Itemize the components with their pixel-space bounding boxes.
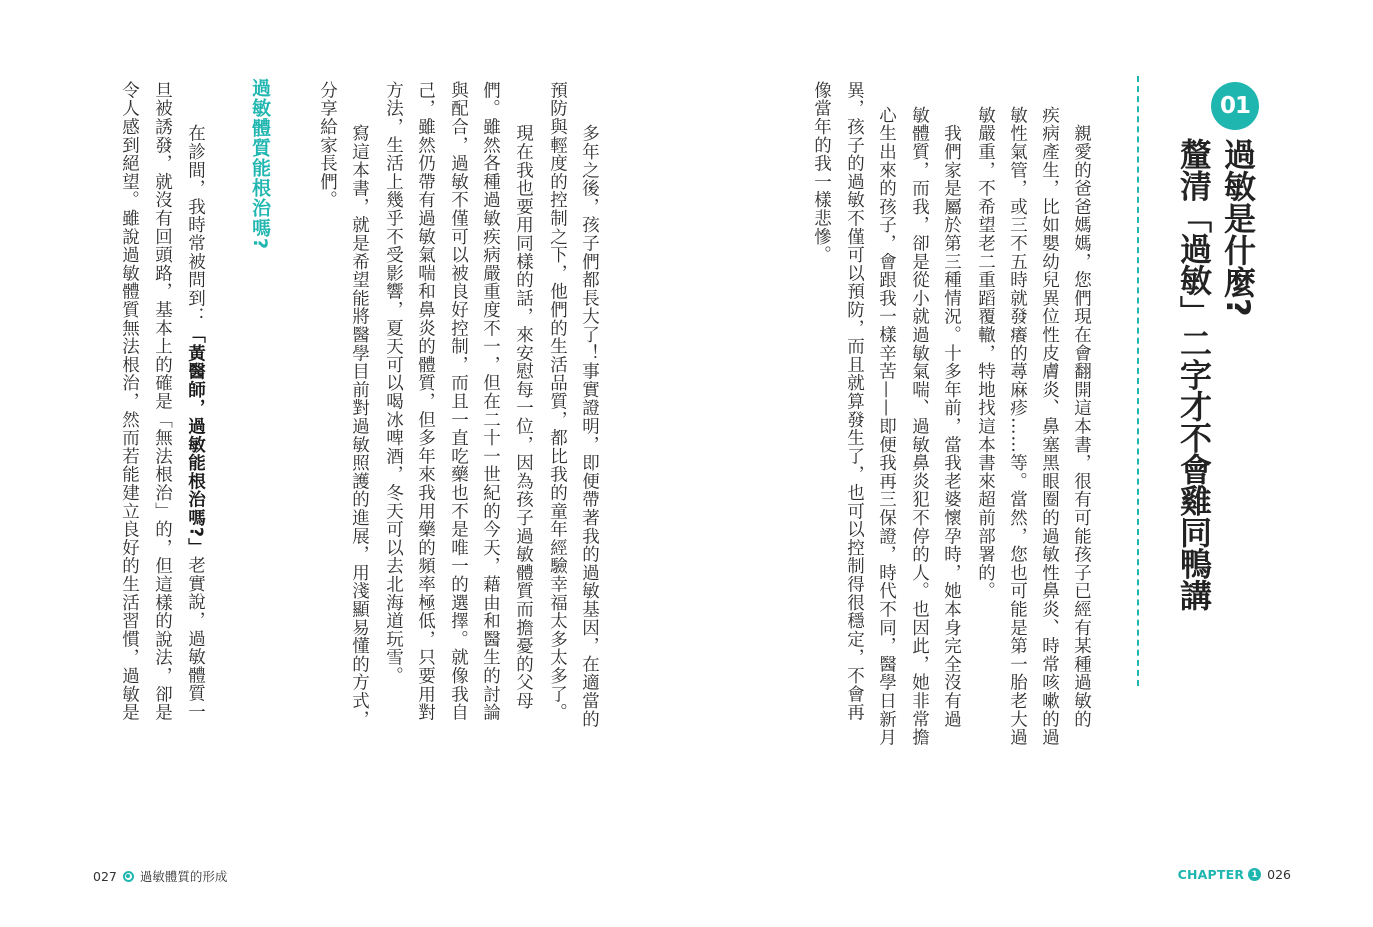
chapter-number-badge: 01 bbox=[1211, 82, 1259, 130]
body-text-column: 寫這本書，就是希望能將醫學目前對過敏照護的進展，用淺顯易懂的方式， bbox=[349, 106, 370, 729]
left-page-footer bbox=[93, 867, 227, 885]
right-page-footer bbox=[1178, 867, 1291, 882]
body-text-column: 們。雖然各種過敏疾病嚴重度不一，但在二十一世紀的今天，藉由和醫生的討論 bbox=[480, 81, 501, 722]
body-text-column: 敏嚴重，不希望老二重蹈覆轍，特地找這本書來超前部署的。 bbox=[975, 106, 996, 601]
chapter-label: CHAPTER bbox=[1177, 867, 1245, 882]
body-text-column: 旦被誘發，就沒有回頭路，基本上的確是「無法根治」的，但這樣的說法，卻是 bbox=[152, 81, 173, 722]
page-number: 026 bbox=[1267, 867, 1291, 882]
body-text-column: 像當年的我一樣悲慘。 bbox=[811, 81, 832, 264]
body-text-column: 敏體質，而我，卻是從小就過敏氣喘、過敏鼻炎犯不停的人。也因此，她非常擔 bbox=[909, 106, 930, 747]
highlighted-quote: 「黃醫師，過敏能根治嗎?」 bbox=[185, 325, 206, 557]
body-text-column bbox=[186, 106, 204, 721]
body-text-segment: 老實說，過敏體質一 bbox=[185, 556, 206, 721]
body-text-segment: 在診間，我時常被問到： bbox=[185, 106, 206, 326]
running-section-title: 過敏體質的形成 bbox=[139, 869, 228, 884]
body-text-column: 己，雖然仍帶有過敏氣喘和鼻炎的體質，但多年來我用藥的頻率極低，只要用對 bbox=[415, 81, 436, 722]
dashed-divider bbox=[1137, 76, 1139, 686]
section-heading: 過敏體質能根治嗎? bbox=[249, 78, 271, 251]
body-text-column: 與配合，過敏不僅可以被良好控制，而且一直吃藥也不是唯一的選擇。就像我自 bbox=[448, 81, 469, 722]
page-number: 027 bbox=[93, 868, 117, 884]
body-text-column: 多年之後，孩子們都長大了！事實證明，即便帶著我的過敏基因，在適當的 bbox=[579, 106, 600, 729]
body-text-column: 親愛的爸爸媽媽，您們現在會翻開這本書，很有可能孩子已經有某種過敏的 bbox=[1071, 106, 1092, 729]
body-text-column: 分享給家長們。 bbox=[317, 81, 338, 210]
bullet-circle-icon bbox=[123, 871, 134, 882]
body-text-column: 現在我也要用同樣的話，來安慰每一位，因為孩子過敏體質而擔憂的父母 bbox=[513, 106, 534, 710]
body-text-column: 我們家是屬於第三種情況。十多年前，當我老婆懷孕時，她本身完全沒有過 bbox=[941, 106, 962, 729]
chapter-number-icon: 1 bbox=[1248, 868, 1261, 881]
body-text-column: 敏性氣管，或三不五時就發癢的蕁麻疹……等。當然，您也可能是第一胎老大過 bbox=[1007, 106, 1028, 747]
body-text-column: 心生出來的孩子，會跟我一樣辛苦——即便我再三保證，時代不同，醫學日新月 bbox=[876, 106, 897, 747]
body-text-column: 預防與輕度的控制之下，他們的生活品質，都比我的童年經驗幸福太多太多了。 bbox=[547, 81, 568, 722]
chapter-title-line1: 過敏是什麼? bbox=[1219, 138, 1257, 317]
body-text-column: 異，孩子的過敏不僅可以預防，而且就算發生了，也可以控制得很穩定，不會再 bbox=[844, 81, 865, 722]
body-text-column: 令人感到絕望。雖說過敏體質無法根治，然而若能建立良好的生活習慣，過敏是 bbox=[119, 81, 140, 722]
body-text-column: 疾病產生，比如嬰幼兒異位性皮膚炎、鼻塞黑眼圈的過敏性鼻炎、時常咳嗽的過 bbox=[1039, 106, 1060, 747]
body-text-column: 方法，生活上幾乎不受影響，夏天可以喝冰啤酒，冬天可以去北海道玩雪。 bbox=[383, 81, 404, 685]
chapter-title-line2: 釐清「過敏」二字才不會雞同鴨講 bbox=[1175, 138, 1213, 611]
